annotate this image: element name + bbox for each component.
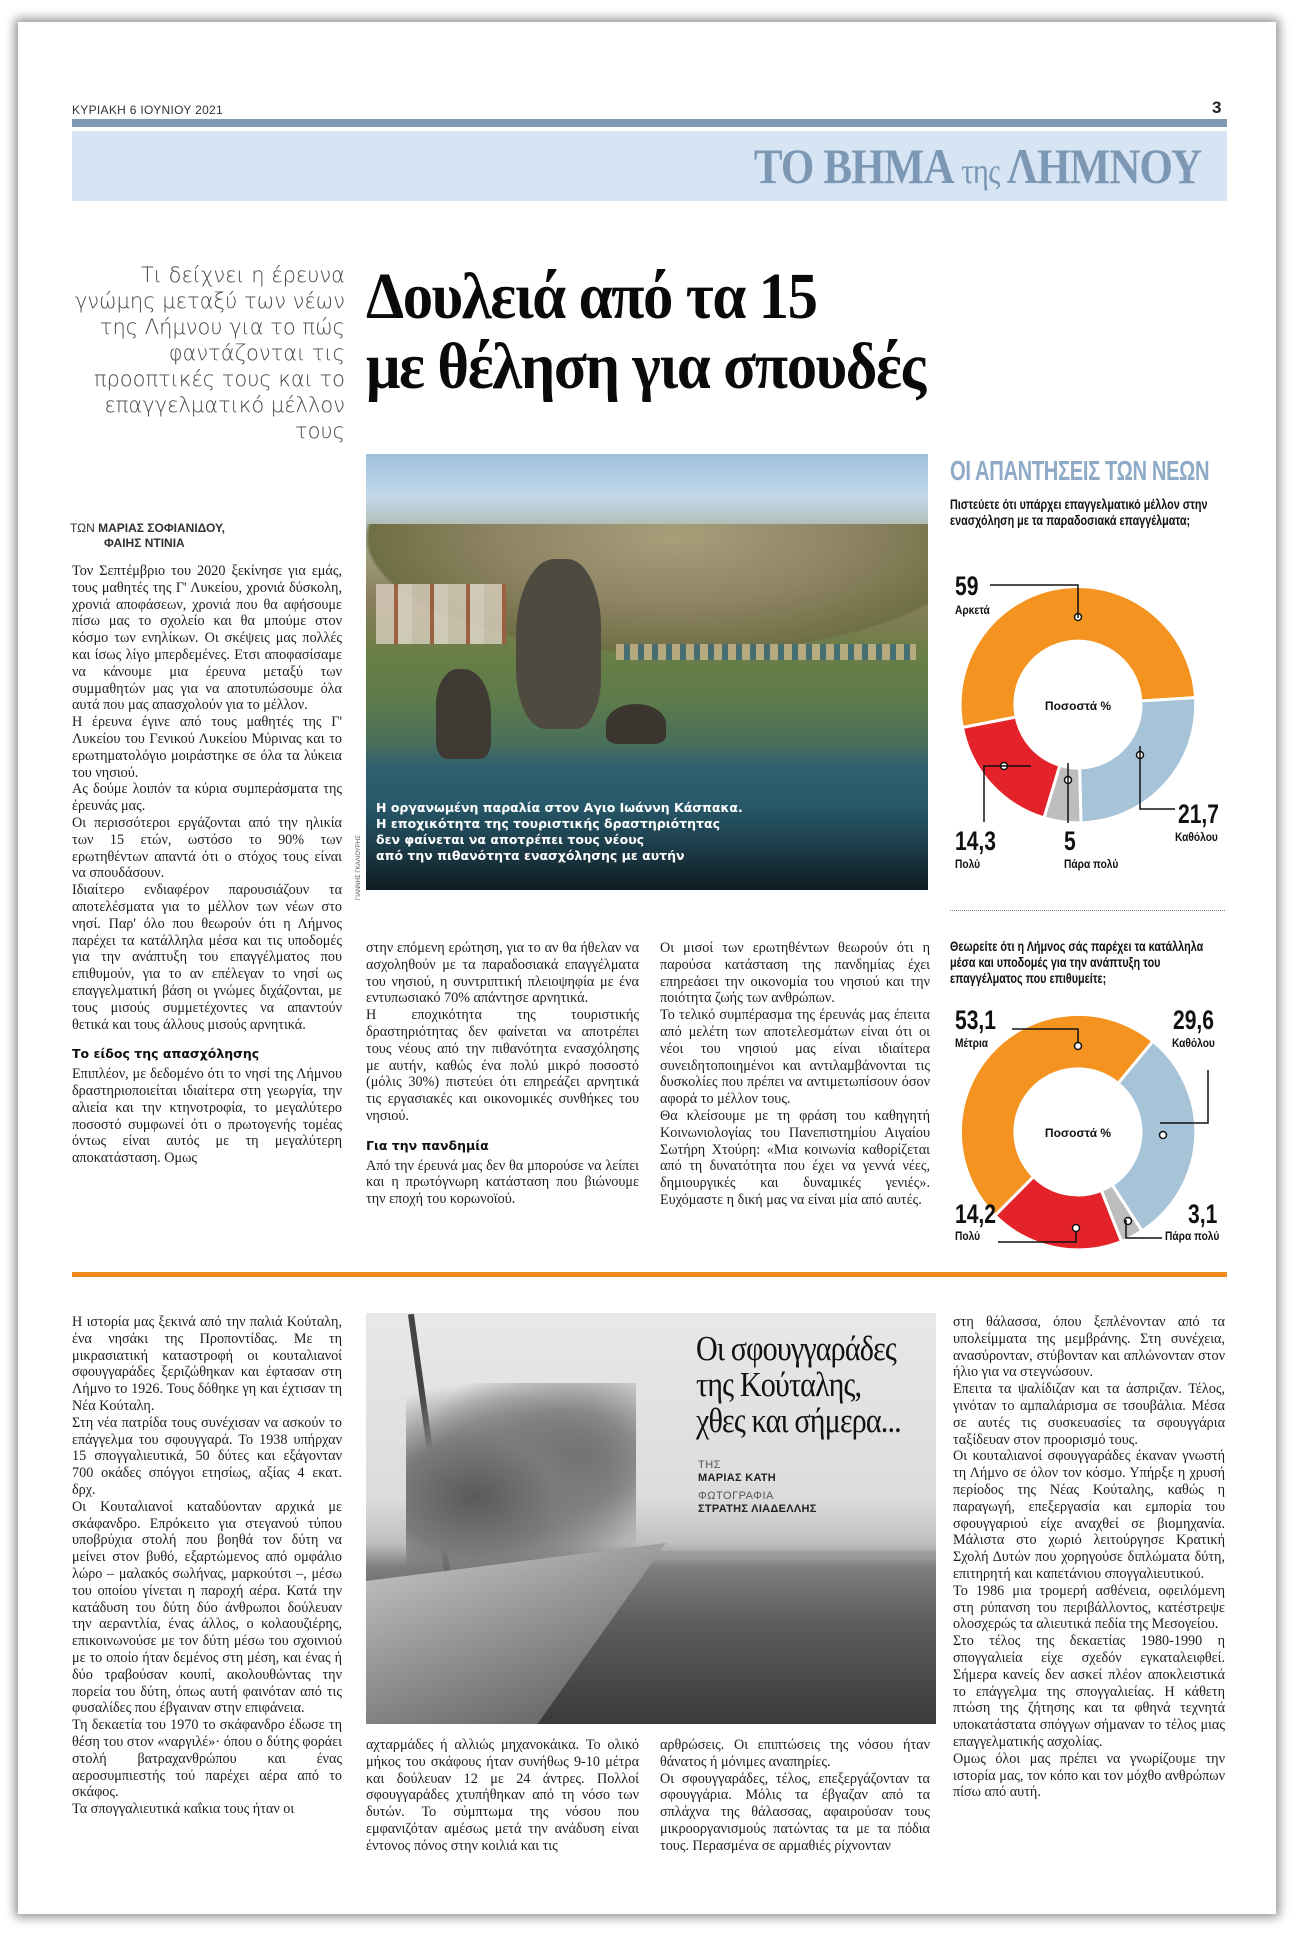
paragraph: Οι κουταλιανοί σφουγγαράδες έκαναν γνωστή τη Λήμνο σε όλον τον κόσμο. Υπήρξε η χρυσή περίοδος της Νέας Κούταλης, καθώς η παραγωγή, επεξεργασία και εμπορία του σφουγγαριού είχε αναχθεί σε βιομηχανία. Μάλιστα στο χωριό λειτούργησε Κρατική Σχολή Δυτών που χορηγούσε διπλώματα δύτη, επιτηρητή και καπετάνιου σπογγαλιευτικού. [953,1448,1225,1582]
chart2-value-katholou: 29,6 [1173,1005,1214,1035]
paragraph: στη θάλασσα, όπου ξεπλένονταν από τα υπολείμματα της μεμβράνης. Στη συνέχεια, ανασύρονταν, στύβονταν και απλώνονταν στον ήλιο για να στεγνώσουν. [953,1314,1225,1381]
paragraph: Το τελικό συμπέρασμα της έρευνάς μας έπειτα από μελέτη των αποτελεσμάτων είναι ότι οι νέοι του νησιού μας είναι ιδιαίτερα συνειδητοποιημένοι και αντιλαμβάνονται τις δυσκολίες που πρέπει να αντιμετωπίσουν όσον αφορά το μέλλον τους. [660,1007,930,1108]
paragraph: Τη δεκαετία του 1970 το σκάφανδρο έδωσε τη θέση του στον «ναργιλέ»· όπου ο δύτης φοράει στολή βατραχανθρώπου και ένας αεροσυμπιεστής τού παρέχει αέρα από το σκάφος. [72,1717,342,1801]
masthead-title [754,137,1201,195]
section-divider [72,1272,1227,1277]
chart1-label-katholou: Καθόλου [1175,830,1218,844]
paragraph: Η εποχικότητα της τουριστικής δραστηριότητας δεν φαίνεται να αποτρέπει τους νέους από την πιθανότητα ενασχόλησης με αυτήν, καθώς ένα πολύ μικρό ποσοστό (μόλις 30%) πιστεύει ότι επηρεάζει αρνητικά τις εργασιακές και οικονομικές συνθήκες του νησιού. [366,1007,639,1124]
paragraph: Τα σπογγαλιευτικά καΐκια τους ήταν οι [72,1801,295,1818]
caption-line: δεν φαίνεται να αποτρέπει τους νέους [376,832,645,847]
chart2-question: Θεωρείτε ότι η Λήμνος σάς παρέχει τα κατάλληλα μέσα και υποδομές για την ανάπτυξη του επαγγέλματος που επιθυμείτε; [950,939,1204,986]
chart1-label-poly: Πολύ [955,857,981,871]
paragraph: στην επόμενη ερώτηση, για το αν θα ήθελαν να ασχοληθούν με τα παραδοσιακά επαγγέλματα του νησιού, η συντριπτική πλειοψηφία με ένα εντυπωσιακό 70% απάντησε αρνητικά. [366,940,639,1007]
paragraph: Ας δούμε λοιπόν τα κύρια συμπεράσματα της έρευνάς μας. [72,781,342,815]
paragraph: Οι σφουγγαράδες, τέλος, επεξεργάζονταν τα σφουγγάρια. Μόλις τα έβγαζαν από τα σπλάχνα της θάλασσας, αφαιρούσαν τους μικροοργανισμούς πατώντας τα με τα πόδια τους. Περασμένα σε αρμαθιές ρίχνονταν [660,1770,930,1854]
paragraph: Από την έρευνά μας δεν θα μπορούσε να λείπει και η πρωτόγνωρη κατάσταση που βιώνουμε την εποχή του κορωνοϊού. [366,1157,639,1208]
chart1-value-poly: 14,3 [955,826,996,856]
article2-column-2 [366,1737,639,1855]
title-line: Οι σφουγγαράδες [696,1329,896,1368]
chart2-value-metria: 53,1 [955,1005,996,1035]
paragraph: Στο τέλος της δεκαετίας 1980-1990 η σπογγαλιεία είχε σχεδόν εγκαταλειφθεί. Σήμερα κανείς δεν ασκεί πλέον αποκλειστικά το επάγγελμα της σπογγαλιείας. Η κάθετη πτώση της ζήτησης και τα φθηνά τεχνητά υποκατάστατα σπόγγων σήμαναν το τέλος μιας επαγγελματικής ασχολίας. [953,1633,1225,1750]
subheading: Για την πανδημία [366,1137,489,1153]
article-column-2 [366,940,639,1208]
photo-rock [516,559,601,729]
infographic-divider [950,910,1225,911]
paragraph: Οι Κουταλιανοί καταδύονταν αρχικά με σκάφανδρο. Επρόκειτο για στεγανού τύπου υποβρύχια στολή που βοηθά τον δύτη να μείνει στον βυθό, εξαρτώμενος από ομφάλιο λώρο – μαλακός σωλήνας, μαρκούτσι –, μέσω του οποίου γίνεται η παροχή αέρα. Κατά την κατάδυση του δύτη δύο άνθρωποι δούλευαν την αεραντλία, ένας άλλος, ο κολαουζιέρης, επικοινωνούσε με τον δύτη μέσω του σχοινιού με το οποίο ήταν δεμένος στη μέση, και ένας ή δύο τραβούσαν κουπί, ακολουθώντας την πορεία του δύτη, όπως αυτή φαινόταν από τις φυσαλίδες που έβγαιναν στην επιφάνεια. [72,1498,342,1717]
byline-author1: ΜΑΡΙΑΣ ΣΟΦΙΑΝΙΔΟΥ, [98,521,226,535]
photo-label: ΦΩΤΟΓΡΑΦΙΑ [698,1490,774,1502]
chart1-question: Πιστεύετε ότι υπάρχει επαγγελματικό μέλλον στην ενασχόληση με τα παραδοσιακά επαγγέλματα; [950,497,1208,528]
photo-rock [436,669,491,759]
chart2-value-poly: 14,2 [955,1199,996,1229]
header-rule [72,119,1227,127]
chart2-center-label: Ποσοστά % [1044,1126,1112,1140]
caption-line: από την πιθανότητα ενασχόλησης με αυτήν [376,848,685,863]
chart1-value-katholou: 21,7 [1178,799,1219,829]
byline-prefix: ΤΩΝ [70,521,95,535]
photo-crew [406,1383,636,1573]
title-line: της Κούταλης, [696,1365,862,1404]
standfirst: Τι δείχνει η έρευνα γνώμης μεταξύ των νέων της Λήμνου για το πώς φαντάζονται τις προοπτικές τους και το επαγγελματικό μέλλον τους [74,263,345,443]
photo-rock [606,704,666,744]
infographic-title: ΟΙ ΑΠΑΝΤΗΣΕΙΣ ΤΩΝ ΝΕΩΝ [950,455,1210,486]
chart1-label-para-poly: Πάρα πολύ [1064,857,1119,871]
article2-column-3 [660,1737,930,1855]
paragraph: Θα κλείσουμε με τη φράση του καθηγητή Κοινωνιολογίας του Πανεπιστημίου Αιγαίου Σωτήρη Χτούρη: «Μια κοινωνία καθορίζεται από τη δυνατότητα που έχει να γεννά νέες, δημιουργικές και δυναμικές γενιές». Ευχόμαστε η δική μας να είναι μία από αυτές. [660,1107,930,1208]
masthead-part1: ΤΟ ΒΗΜΑ [753,138,952,194]
headline-line2: με θέληση για σπουδές [366,330,925,403]
photo-houses [376,584,506,644]
paragraph: Τον Σεπτέμβριο του 2020 ξεκίνησε για εμάς, τους μαθητές της Γ' Λυκείου, χρονιά δύσκολη, χρονιά αποφάσεων, χρονιά που θα αφήσουμε πίσω μας το σχολείο και θα μπούμε στον κόσμο των ενηλίκων. Οι σκέψεις μας πολλές και ίσως λίγο μπερδεμένες. Ετσι αποφασίσαμε να κάνουμε μια έρευνα μεταξύ των συμμαθητών μας για να αποτυπώσουμε όλα αυτά που μας απασχολούν για το μέλλον. [72,563,342,714]
beach-photo [366,454,928,890]
byline-label: ΤΗΣ [698,1459,721,1471]
chart2-label-metria: Μέτρια [955,1036,989,1050]
paragraph: Επιπλέον, με δεδομένο ότι το νησί της Λήμνου δραστηριοποιείται ιδιαίτερα στη γεωργία, την αλιεία και την κτηνοτροφία, το μεγαλύτερο ποσοστό συμφωνεί ότι ο πρωτογενής τομέας όντως είναι αυτός με τη μεγαλύτερη αποκατάσταση. Ομως [72,1066,342,1167]
masthead-part2: της [961,151,1000,191]
photographer: ΣΤΡΑΤΗΣ ΛΙΑΔΕΛΛΗΣ [698,1503,817,1515]
chart1-label-arketa: Αρκετά [955,603,990,617]
chart2-label-para-poly: Πάρα πολύ [1165,1229,1220,1243]
paragraph: Οι περισσότεροι εργάζονται από την ηλικία των 15 ετών, ωστόσο το 90% των ερωτηθέντων απαντά ότι ο στόχος τους είναι να σπουδάσουν. [72,814,342,882]
section-masthead [72,131,1227,201]
byline-author: ΜΑΡΙΑΣ ΚΑΤΗ [698,1472,777,1484]
page-number: 3 [1212,98,1222,117]
article-column-1 [72,563,342,1167]
photo-shoreline [646,1551,936,1559]
chart2-label-katholou: Καθόλου [1172,1036,1215,1050]
article2-column-1 [72,1314,342,1818]
paragraph: Η ιστορία μας ξεκινά από την παλιά Κούταλη, ένα νησάκι της Προποντίδας. Με τη μικρασιατική καταστροφή οι κουταλιανοί σφουγγαράδες ξεριζώθηκαν και έφτασαν στη Λήμνο το 1926. Τους δόθηκε γη και έχτισαν τη Νέα Κούταλη. [72,1314,342,1414]
paragraph: Επειτα τα ψαλίδιζαν και τα άσπριζαν. Τέλος, γινόταν το αμπαλάρισμα σε τσουβάλια. Μέσα σε αυτές τις συσκευασίες τα σφουγγάρια ταξίδευαν στον προορισμό τους. [953,1381,1225,1448]
chart1-center-label: Ποσοστά % [1044,699,1112,713]
photo-caption [376,800,743,864]
byline-author2: ΦΑΙΗΣ ΝΤΙΝΙΑ [104,536,185,550]
sponge-divers-photo [366,1313,936,1724]
paragraph: Ιδιαίτερο ενδιαφέρον παρουσιάζουν τα αποτελέσματα για το μέλλον των νέων στο νησί. Παρ' όλο που θεωρούν ότι η Λήμνος παρέχει τα κατάλληλα μέσα και τις υποδομές για την ανάπτυξη του επαγγέλματος που επιθυμούν, για το αν επέλεγαν το νησί ως επαγγελματική βάση οι γνώμες διχάζονται, με τους μισούς συμμετέχοντες να απαντούν θετικά και τους άλλους μισούς αρνητικά. [72,882,342,1033]
caption-line: Η οργανωμένη παραλία στον Αγιο Ιωάννη Κάσπακα. [376,800,743,815]
title-line: χθες και σήμερα... [696,1401,901,1440]
article-column-3 [660,940,930,1209]
headline-line1: Δουλειά από τα 15 [366,260,817,333]
photo-credit [356,820,366,900]
paragraph: Στη νέα πατρίδα τους συνέχισαν να ασκούν το επάγγελμα του σφουγγαρά. Το 1938 υπήρχαν 15 σπογγαλιευτικά, 50 δύτες και εξάγονταν 700 οκάδες σπόγγοι ετησίως, αξίας 4 εκατ. δρχ. [72,1414,342,1498]
article2-title [696,1329,901,1440]
paragraph: αχταρμάδες ή αλλιώς μηχανοκάικα. Το ολικό μήκος του σκάφους ήταν συνήθως 9-10 μέτρα και δούλευαν 12 με 24 άντρες. Πολλοί σφουγγαράδες χτυπήθηκαν από τη νόσο των δυτών. Το σύμπτωμα της νόσου που εμφανιζόταν αμέσως μετά την ανάδυση είναι έντονος πόνος στην κοιλιά και τις [366,1737,639,1854]
paragraph: αρθρώσεις. Οι επιπτώσεις της νόσου ήταν θάνατος ή μόνιμες αναπηρίες. [660,1737,930,1770]
chart2-value-para-poly: 3,1 [1188,1199,1218,1229]
photo-umbrellas [616,644,916,660]
paragraph: Η έρευνα έγινε από τους μαθητές της Γ' Λυκείου του Γενικού Λυκείου Μύρινας και το ερωτηματολόγιο μοιράστηκε σε όλα τα λύκεια του νησιού. [72,714,342,781]
subheading: Το είδος της απασχόλησης [72,1046,260,1062]
byline [70,521,345,551]
caption-line: Η εποχικότητα της τουριστικής δραστηριότητας [376,816,721,831]
masthead-part3: ΛΗΜΝΟΥ [1006,138,1201,194]
paragraph: Ομως όλοι μας πρέπει να γνωρίζουμε την ιστορία μας, τον κόπο και τον μόχθο ανθρώπων πίσω από αυτή. [953,1750,1225,1801]
issue-date: ΚΥΡΙΑΚΗ 6 ΙΟΥΝΙΟΥ 2021 [72,103,224,117]
chart1-value-arketa: 59 [955,571,979,601]
headline [366,262,1157,402]
chart2-label-poly: Πολύ [955,1229,981,1243]
article2-byline [698,1459,817,1521]
paragraph: Το 1986 μια τρομερή ασθένεια, οφειλόμενη στη ρύπανση του περιβάλλοντος, κατέστρεψε ολοσχερώς τα αλιευτικά πεδία της Μεσογείου. [953,1582,1225,1633]
article2-column-4 [953,1314,1225,1801]
photo-credit-text: ΓΙΑΝΝΗΣ ΓΚΑΛΙΟΥΡΗΣ [356,835,362,900]
chart1-value-para-poly: 5 [1064,826,1076,856]
paragraph: Οι μισοί των ερωτηθέντων θεωρούν ότι η παρούσα κατάσταση της πανδημίας έχει επηρεάσει την οικονομία του νησιού και την ποιότητα ζωής των ανθρώπων. [660,940,930,1007]
